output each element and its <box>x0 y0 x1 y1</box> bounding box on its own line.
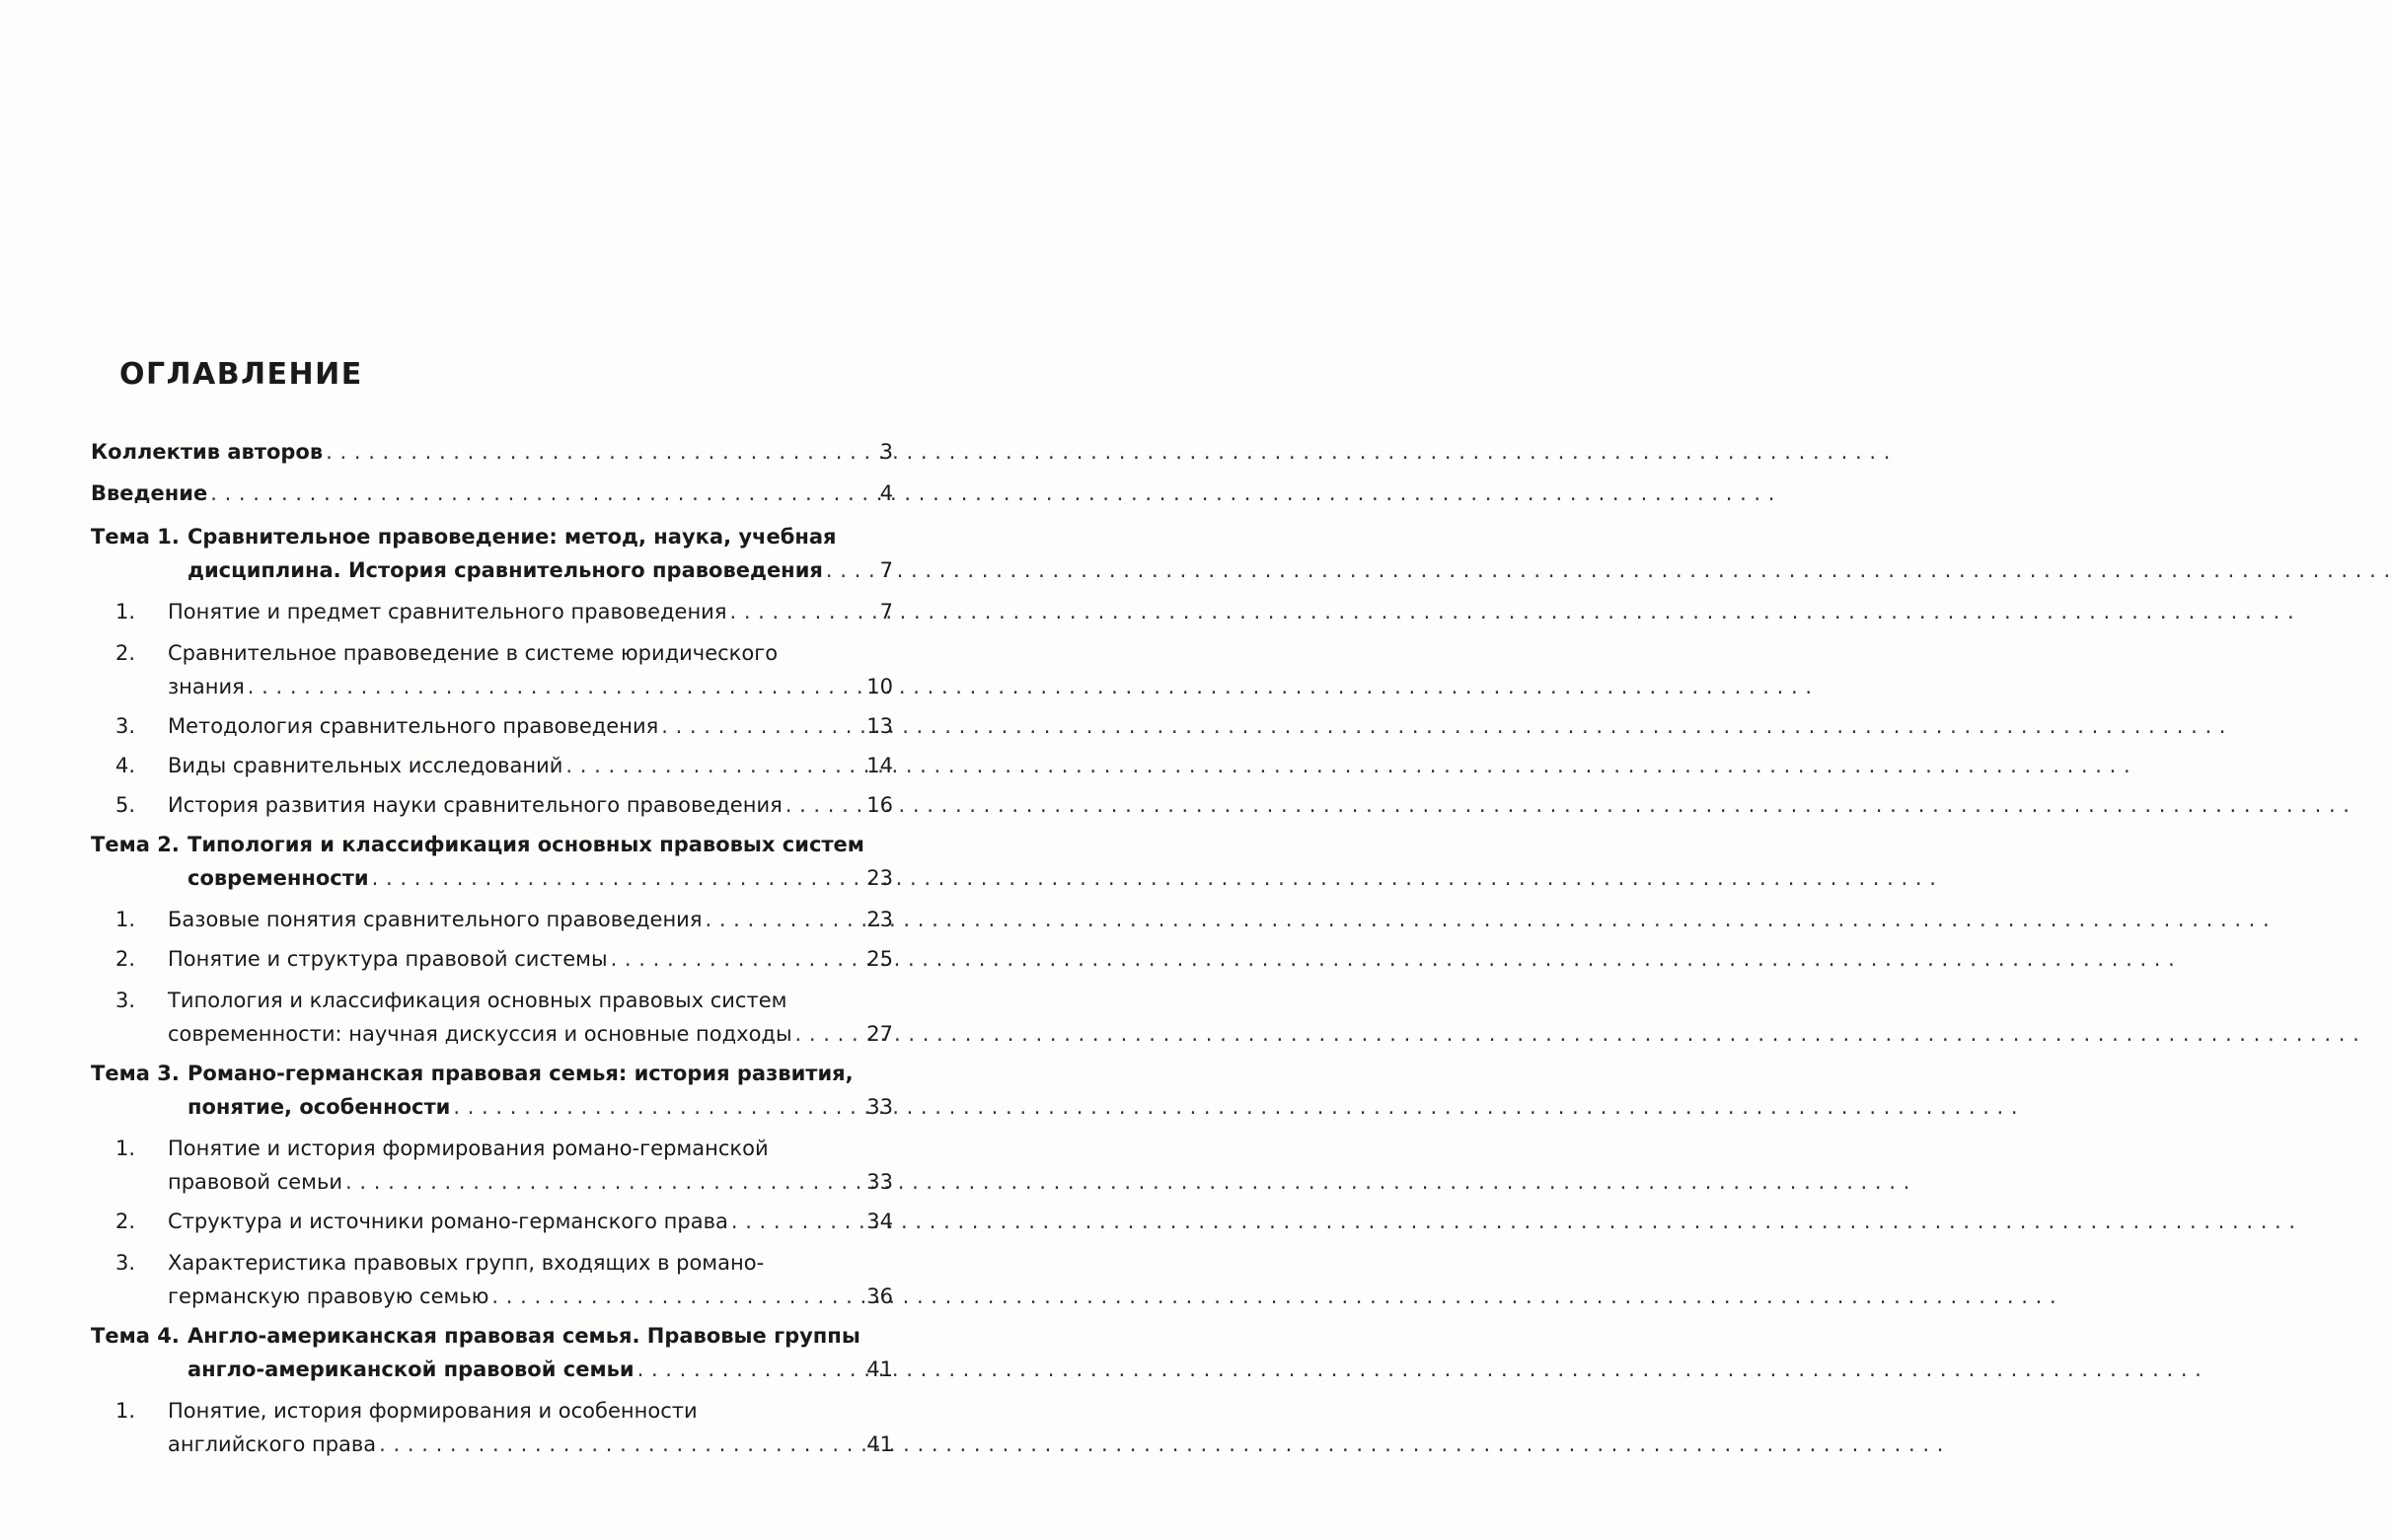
item-number: 2. <box>115 1210 136 1233</box>
dot-leader <box>210 477 876 510</box>
toc-item-cont[interactable] <box>0 1428 893 1461</box>
toc-item[interactable] <box>0 749 893 782</box>
dot-leader <box>248 670 863 703</box>
toc-topic-3-cont[interactable] <box>0 1090 893 1124</box>
toc-entry-text: Базовые понятия сравнительного правоведения <box>168 908 703 931</box>
toc-item[interactable] <box>0 1394 893 1428</box>
item-number: 1. <box>115 1137 136 1160</box>
toc-item[interactable] <box>0 1205 893 1238</box>
toc-topic-4[interactable] <box>0 1319 893 1353</box>
toc-entry-text: Виды сравнительных исследований <box>168 754 563 777</box>
page-number: 41 <box>866 1357 893 1381</box>
page-number: 25 <box>866 947 893 971</box>
page-number: 7 <box>879 600 893 623</box>
item-number: 3. <box>115 714 136 738</box>
toc-item[interactable] <box>0 942 893 976</box>
dot-leader <box>661 709 863 743</box>
item-number: 1. <box>115 600 136 623</box>
dot-leader <box>637 1353 864 1386</box>
toc-item[interactable] <box>0 984 893 1017</box>
dot-leader <box>826 553 877 587</box>
page-title: ОГЛАВЛЕНИЕ <box>119 357 363 392</box>
page-number: 34 <box>866 1210 893 1233</box>
toc-item[interactable] <box>0 1132 893 1165</box>
item-number: 2. <box>115 947 136 971</box>
toc-item-cont[interactable] <box>0 1017 893 1051</box>
item-number: 3. <box>115 1251 136 1275</box>
toc-page <box>0 0 987 1540</box>
page-number: 33 <box>866 1095 893 1119</box>
toc-entry-text: Типология и классификация основных правовых систем <box>187 833 864 856</box>
toc-entry-text: Понятие и предмет сравнительного правоведения <box>168 600 727 623</box>
toc-item[interactable] <box>0 709 893 743</box>
page-number: 16 <box>866 793 893 817</box>
toc-entry-text: Типология и классификация основных правовых систем <box>168 989 787 1012</box>
page-number: 14 <box>866 754 893 777</box>
toc-entry-text: Сравнительное правоведение в системе юридического <box>168 641 779 665</box>
item-number: 3. <box>115 989 136 1012</box>
item-number: 1. <box>115 1399 136 1423</box>
toc-entry-text: правовой семьи <box>168 1170 343 1194</box>
toc-entry-introduction[interactable] <box>0 477 893 510</box>
dot-leader <box>379 1428 863 1461</box>
item-number: 5. <box>115 793 136 817</box>
item-number: 1. <box>115 908 136 931</box>
toc-entry-text: Введение <box>91 481 208 505</box>
toc-entry-text: знания <box>168 675 245 698</box>
toc-entry-text: английского права <box>168 1432 377 1456</box>
dot-leader <box>565 749 863 782</box>
toc-item[interactable] <box>0 595 893 628</box>
page-number: 36 <box>866 1284 893 1308</box>
toc-entry-text: германскую правовую семью <box>168 1284 489 1308</box>
toc-entry-text: Сравнительное правоведение: метод, наука, учебная <box>187 525 837 549</box>
dot-leader <box>345 1165 863 1199</box>
toc-topic-1-cont[interactable] <box>0 553 893 587</box>
toc-entry-text: современности: научная дискуссия и основные подходы <box>168 1022 792 1046</box>
toc-entry-text: Понятие и история формирования романо-германской <box>168 1137 769 1160</box>
page-number: 33 <box>866 1170 893 1194</box>
toc-entry-text: Методология сравнительного правоведения <box>168 714 659 738</box>
dot-leader <box>705 903 863 936</box>
dot-leader <box>785 788 864 822</box>
page-number: 41 <box>866 1432 893 1456</box>
toc-entry-authors[interactable] <box>0 435 893 469</box>
topic-label: Тема 1. <box>91 525 180 549</box>
toc-entry-text: Понятие, история формирования и особенности <box>168 1399 698 1423</box>
toc-entry-text: Англо-американская правовая семья. Правовые группы <box>187 1324 860 1348</box>
toc-entry-text: История развития науки сравнительного правоведения <box>168 793 783 817</box>
toc-item[interactable] <box>0 1246 893 1280</box>
toc-topic-1[interactable] <box>0 520 893 553</box>
toc-entry-text: понятие, особенности <box>187 1095 451 1119</box>
toc-item[interactable] <box>0 636 893 670</box>
dot-leader <box>453 1090 863 1124</box>
topic-label: Тема 2. <box>91 833 180 856</box>
toc-entry-text: Понятие и структура правовой системы <box>168 947 608 971</box>
page-number: 23 <box>866 908 893 931</box>
page-number: 4 <box>879 481 893 505</box>
dot-leader <box>372 861 864 895</box>
toc-item-cont[interactable] <box>0 1165 893 1199</box>
dot-leader <box>729 595 876 628</box>
page-number: 23 <box>866 866 893 890</box>
toc-topic-3[interactable] <box>0 1057 893 1090</box>
toc-entry-text: Коллектив авторов <box>91 440 324 464</box>
dot-leader <box>795 1017 864 1051</box>
dot-leader <box>491 1280 863 1313</box>
dot-leader <box>611 942 864 976</box>
page-number: 7 <box>879 558 893 582</box>
toc-entry-text: Характеристика правовых групп, входящих в романо- <box>168 1251 765 1275</box>
toc-entry-text: современности <box>187 866 369 890</box>
toc-entry-text: Структура и источники романо-германского права <box>168 1210 728 1233</box>
topic-label: Тема 3. <box>91 1062 180 1085</box>
item-number: 4. <box>115 754 136 777</box>
dot-leader <box>326 435 876 469</box>
toc-entry-text: Романо-германская правовая семья: история развития, <box>187 1062 854 1085</box>
page-number: 10 <box>866 675 893 698</box>
toc-topic-2[interactable] <box>0 828 893 861</box>
toc-item-cont[interactable] <box>0 670 893 703</box>
toc-topic-4-cont[interactable] <box>0 1353 893 1386</box>
page-number: 13 <box>866 714 893 738</box>
toc-topic-2-cont[interactable] <box>0 861 893 895</box>
toc-item-cont[interactable] <box>0 1280 893 1313</box>
dot-leader <box>731 1205 863 1238</box>
item-number: 2. <box>115 641 136 665</box>
topic-label: Тема 4. <box>91 1324 180 1348</box>
toc-item[interactable] <box>0 788 893 822</box>
toc-entry-text: англо-американской правовой семьи <box>187 1357 635 1381</box>
toc-item[interactable] <box>0 903 893 936</box>
toc-entry-text: дисциплина. История сравнительного правоведения <box>187 558 823 582</box>
page-number: 27 <box>866 1022 893 1046</box>
page-number: 3 <box>879 440 893 464</box>
